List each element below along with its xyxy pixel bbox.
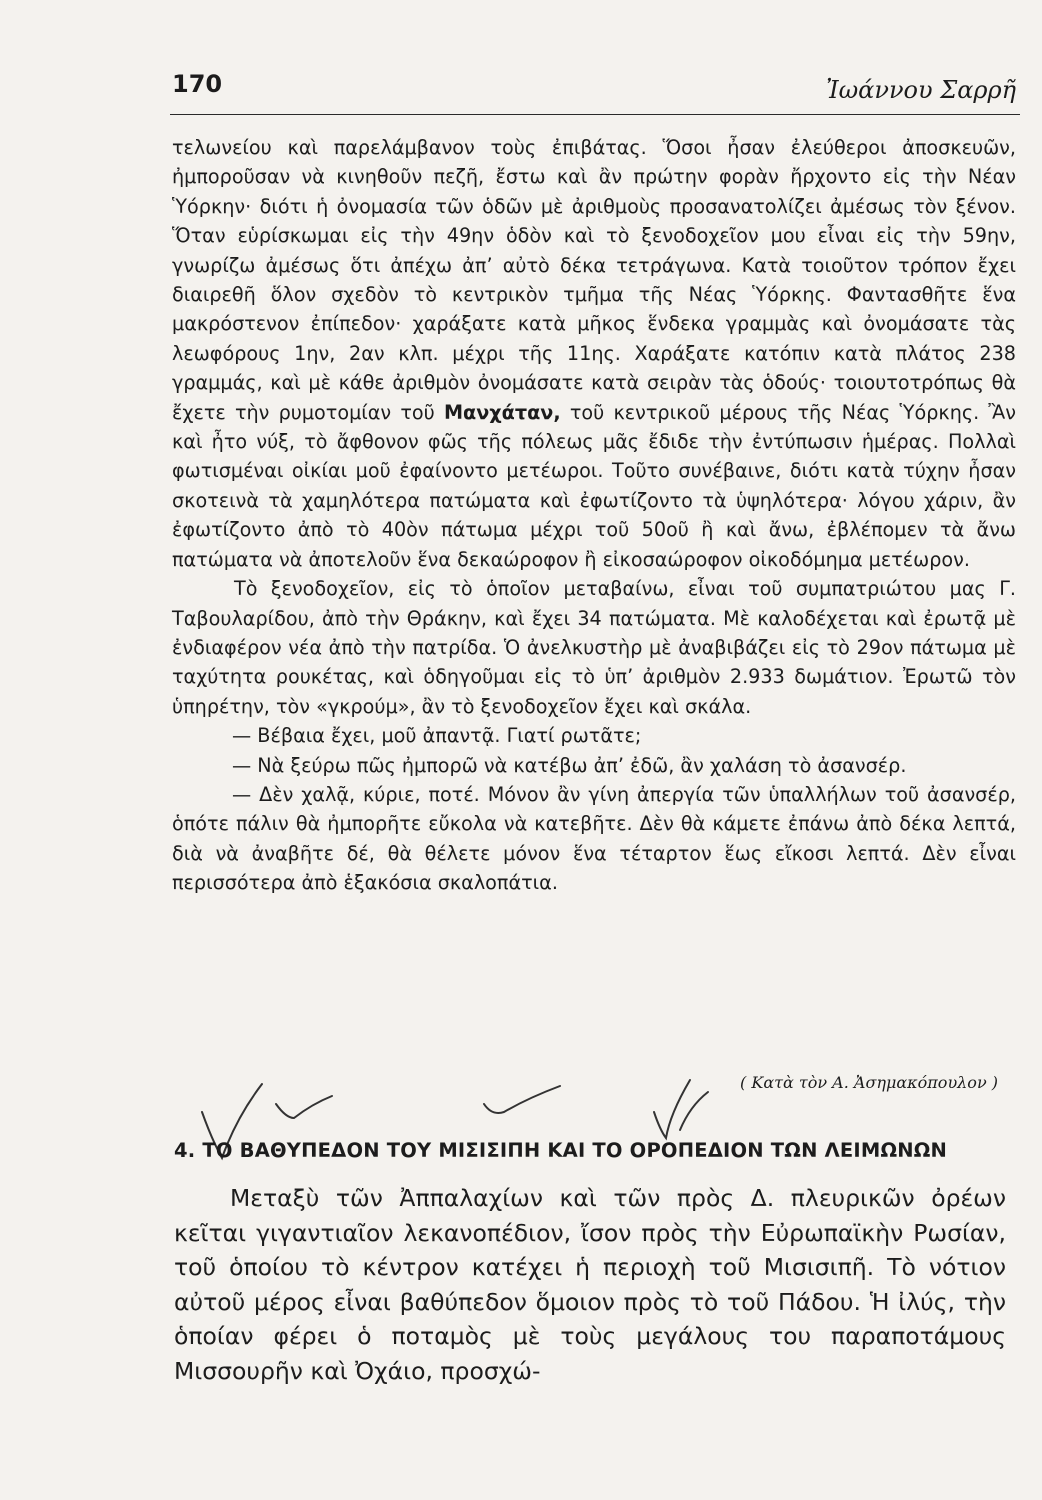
dialog-line-2: — Νὰ ξεύρω πῶς ἠμπορῶ νὰ κατέβω ἀπ’ ἐδῶ, ἂν χαλάση τὸ ἀσανσέρ. [232, 753, 907, 777]
dialog-line-1: — Βέβαια ἔχει, μοῦ ἀπαντᾷ. Γιατί ρωτᾶτε; [232, 724, 642, 748]
source-attribution: ( Κατὰ τὸν Α. Ἀσημακόπουλον ) [740, 1073, 998, 1092]
paragraph-hotel: Τὸ ξενοδοχεῖον, εἰς τὸ ὁποῖον μεταβαίνω, εἶναι τοῦ συμπατριώτου μας Γ. Ταβουλαρίδου, ἀπὸ τὴν Θράκην, καὶ ἔχει 34 πατώματα. Μὲ καλοδέχεται καὶ ἐρωτᾷ μὲ ἐνδιαφέρον νέα ἀπὸ τὴν πατρίδα. Ὁ ἀνελκυστὴρ μὲ ἀναβιβάζει εἰς τὸ 29ον πάτωμα μὲ ταχύτητα ρουκέτας, καὶ ὁδηγοῦμαι εἰς τὸ ὑπ’ ἀριθμὸν 2.933 δωμάτιον. Ἐρωτῶ τὸν ὑπηρέτην, τὸν «γκρούμ», ἂν τὸ ξενοδοχεῖον ἔχει καὶ σκάλα. [172, 577, 1016, 718]
page-number: 170 [172, 70, 223, 98]
check-mark-4 [654, 1080, 690, 1138]
running-head: Ἰωάννου Σαρρῆ [826, 76, 1016, 104]
check-mark-5 [680, 1092, 708, 1130]
section-heading [174, 1139, 1014, 1162]
section-number: 4. [174, 1139, 196, 1162]
paragraph-text: τοῦ κεντρικοῦ μέρους τῆς Νέας Ὑόρκης. Ἂν καὶ ἦτο νύξ, τὸ ἄφθονον φῶς τῆς πόλεως μᾶς ἔδιδε τὴν ἐντύπωσιν ἡμέρας. Πολλαὶ φωτισμέναι οἰκίαι μοῦ ἐφαίνοντο μετέωροι. Τοῦτο συνέβαινε, διότι κατὰ τύχην ἦσαν σκοτεινὰ τὰ χαμηλότερα πατώματα καὶ ἐφωτίζοντο τὰ ὑψηλότερα· λόγου χάριν, ἂν ἐφωτίζοντο ἀπὸ τὸ 40ὸν πάτωμα μέχρι τοῦ 50οῦ ἢ καὶ ἄνω, ἐβλέπομεν τὰ ἄνω πατώματα νὰ ἀποτελοῦν ἕνα δεκαώροφον ἢ εἰκοσαώροφον οἰκοδόμημα μετέωρον. [172, 400, 1016, 571]
body-text [172, 133, 1016, 898]
dialog-line-3: — Δὲν χαλᾷ, κύριε, ποτέ. Μόνον ἂν γίνη ἀπεργία τῶν ὑπαλλήλων τοῦ ἀσανσέρ, ὁπότε πάλιν θὰ ἠμπορῆτε εὔκολα νὰ κατεβῆτε. Δὲν θὰ κάμετε ἐπάνω ἀπὸ δέκα λεπτά, διὰ νὰ ἀναβῆτε δέ, θὰ θέλετε μόνον ἕνα τέταρτον ἕως εἴκοσι λεπτά. Δὲν εἶναι περισσότερα ἀπὸ ἑξακόσια σκαλοπάτια. [172, 782, 1016, 895]
bold-term-manhattan: Μανχάταν, [443, 400, 561, 424]
section-body [174, 1181, 1006, 1388]
check-mark-3 [484, 1086, 560, 1113]
header-rule [170, 114, 1020, 115]
check-mark-2 [276, 1096, 332, 1118]
paragraph-manhattan [172, 133, 1016, 574]
page-header [170, 68, 1020, 116]
section-title: ΤΟ ΒΑΘΥΠΕΔΟΝ ΤΟΥ ΜΙΣΙΣΙΠΗ ΚΑΙ ΤΟ ΟΡΟΠΕΔΙΟΝ ΤΩΝ ΛΕΙΜΩΝΩΝ [202, 1139, 948, 1162]
paragraph-text: τελωνείου καὶ παρελάμβανον τοὺς ἐπιβάτας. Ὅσοι ἦσαν ἐλεύθεροι ἀποσκευῶν, ἠμποροῦσαν νὰ κινηθοῦν πεζῆ, ἔστω καὶ ἂν πρώτην φορὰν ἤρχοντο εἰς τὴν Νέαν Ὑόρκην· διότι ἡ ὀνομασία τῶν ὁδῶν μὲ ἀριθμοὺς προσανατολίζει ἀμέσως τὸν ξένον. Ὅταν εὑρίσκωμαι εἰς τὴν 49ην ὁδὸν καὶ τὸ ξενοδοχεῖον μου εἶναι εἰς τὴν 59ην, γνωρίζω ἀμέσως ὅτι ἀπέχω ἀπ’ αὐτὸ δέκα τετράγωνα. Κατὰ τοιοῦτον τρόπον ἔχει διαιρεθῆ ὅλον σχεδὸν τὸ κεντρικὸν τμῆμα τῆς Νέας Ὑόρκης. Φαντασθῆτε ἕνα μακρόστενον ἐπίπεδον· χαράξατε κατὰ μῆκος ἕνδεκα γραμμὰς καὶ ὀνομάσατε τὰς λεωφόρους 1ην, 2αν κλπ. μέχρι τῆς 11ης. Χαράξατε κατόπιν κατὰ πλάτος 238 γραμμάς, καὶ μὲ κάθε ἀριθμὸν ὀνομάσατε κατὰ σειρὰν τὰς ὁδούς· τοιουτοτρόπως θὰ ἔχετε τὴν ρυμοτομίαν τοῦ [172, 136, 1016, 424]
section-paragraph: Μεταξὺ τῶν Ἀππαλαχίων καὶ τῶν πρὸς Δ. πλευρικῶν ὀρέων κεῖται γιγαντιαῖον λεκανοπέδιον, ἴσον πρὸς τὴν Εὐρωπαϊκὴν Ρωσίαν, τοῦ ὁποίου τὸ κέντρον κατέχει ἡ περιοχὴ τοῦ Μισισιπῆ. Τὸ νότιον αὐτοῦ μέρος εἶναι βαθύπεδον ὅμοιον πρὸς τὸ τοῦ Πάδου. Ἡ ἰλύς, τὴν ὁποίαν φέρει ὁ ποταμὸς μὲ τοὺς μεγάλους του παραποτάμους Μισσουρῆν καὶ Ὀχάιο, προσχώ- [174, 1184, 1006, 1385]
